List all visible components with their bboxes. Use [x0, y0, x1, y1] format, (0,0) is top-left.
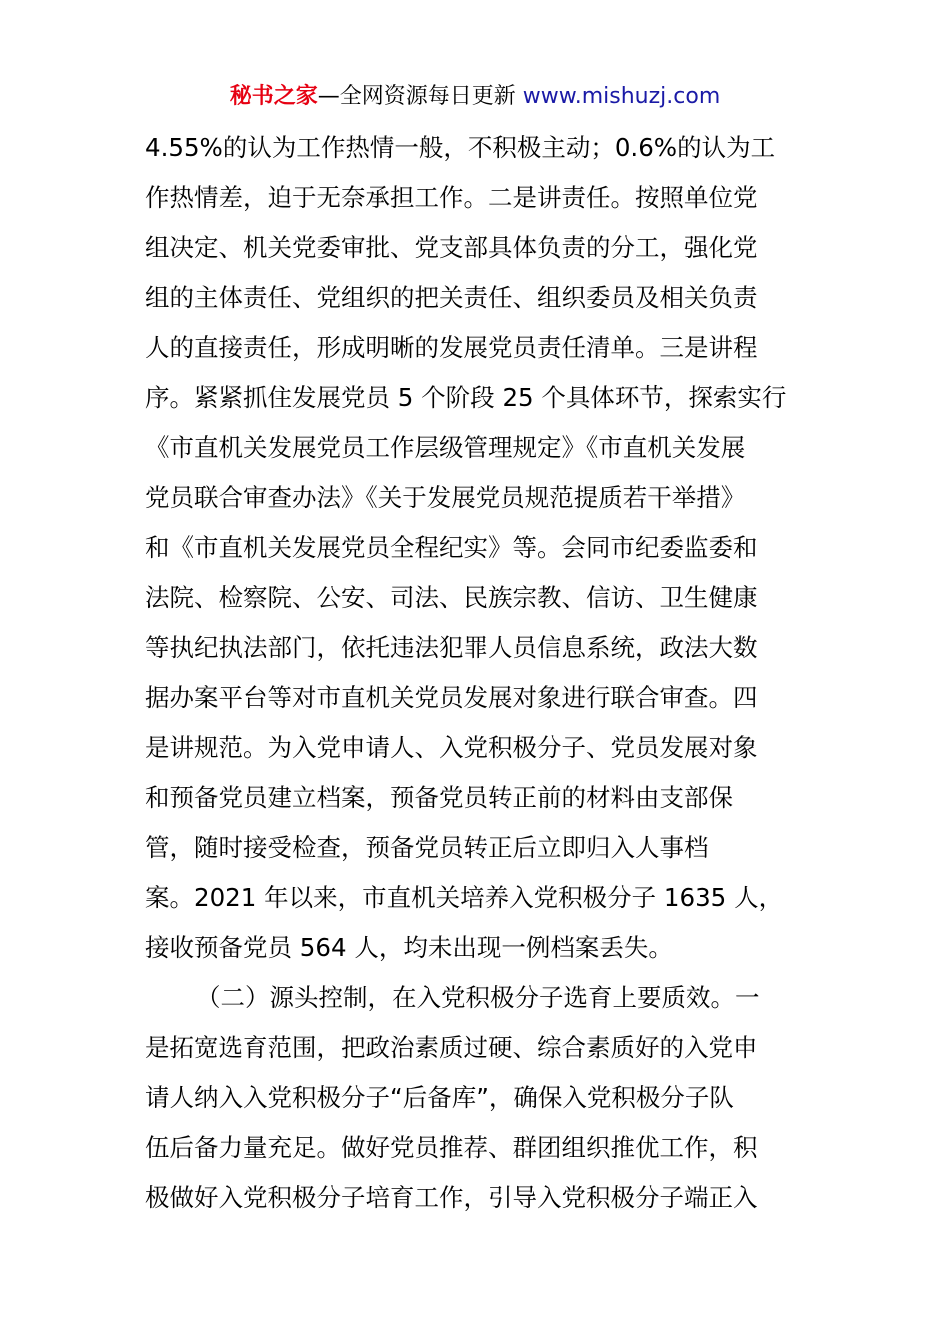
text-line: 接收预备党员 564 人，均未出现一例档案丢失。	[145, 933, 673, 962]
text-line: 党员联合审查办法》《关于发展党员规范提质若干举措》	[145, 483, 746, 512]
text-line: 序。紧紧抓住发展党员 5 个阶段 25 个具体环节，探索实行	[145, 383, 787, 412]
text-line: 据办案平台等对市直机关党员发展对象进行联合审查。四	[145, 683, 758, 712]
site-url-link[interactable]: www.mishuzj.com	[522, 84, 721, 109]
text-line: 等执纪执法部门，依托违法犯罪人员信息系统，政法大数	[145, 633, 758, 662]
text-line: 是讲规范。为入党申请人、入党积极分子、党员发展对象	[145, 733, 758, 762]
site-tagline: —全网资源每日更新	[317, 84, 516, 109]
document-body	[145, 123, 810, 1223]
site-brand: 秘书之家	[229, 84, 318, 109]
text-line: 人的直接责任，形成明晰的发展党员责任清单。三是讲程	[145, 333, 758, 362]
text-line: 极做好入党积极分子培育工作，引导入党积极分子端正入	[145, 1183, 758, 1212]
text-line: 和预备党员建立档案，预备党员转正前的材料由支部保	[145, 783, 733, 812]
text-line: 组决定、机关党委审批、党支部具体负责的分工，强化党	[145, 233, 758, 262]
text-line: 管，随时接受检查，预备党员转正后立即归入人事档	[145, 833, 709, 862]
text-line: 伍后备力量充足。做好党员推荐、群团组织推优工作，积	[145, 1133, 758, 1162]
site-header	[0, 80, 950, 114]
text-line: 案。2021 年以来，市直机关培养入党积极分子 1635 人，	[145, 883, 784, 912]
text-line: 4.55%的认为工作热情一般，不积极主动；0.6%的认为工	[145, 133, 776, 162]
text-line: 和《市直机关发展党员全程纪实》等。会同市纪委监委和	[145, 533, 758, 562]
text-line: 组的主体责任、党组织的把关责任、组织委员及相关负责	[145, 283, 758, 312]
text-line: 是拓宽选育范围，把政治素质过硬、综合素质好的入党申	[145, 1033, 758, 1062]
text-line: 法院、检察院、公安、司法、民族宗教、信访、卫生健康	[145, 583, 758, 612]
text-line: 作热情差，迫于无奈承担工作。二是讲责任。按照单位党	[145, 183, 758, 212]
text-line: 《市直机关发展党员工作层级管理规定》《市直机关发展	[145, 433, 746, 462]
section-heading-line: （二）源头控制，在入党积极分子选育上要质效。一	[196, 983, 760, 1012]
text-line: 请人纳入入党积极分子“后备库”，确保入党积极分子队	[145, 1083, 734, 1112]
